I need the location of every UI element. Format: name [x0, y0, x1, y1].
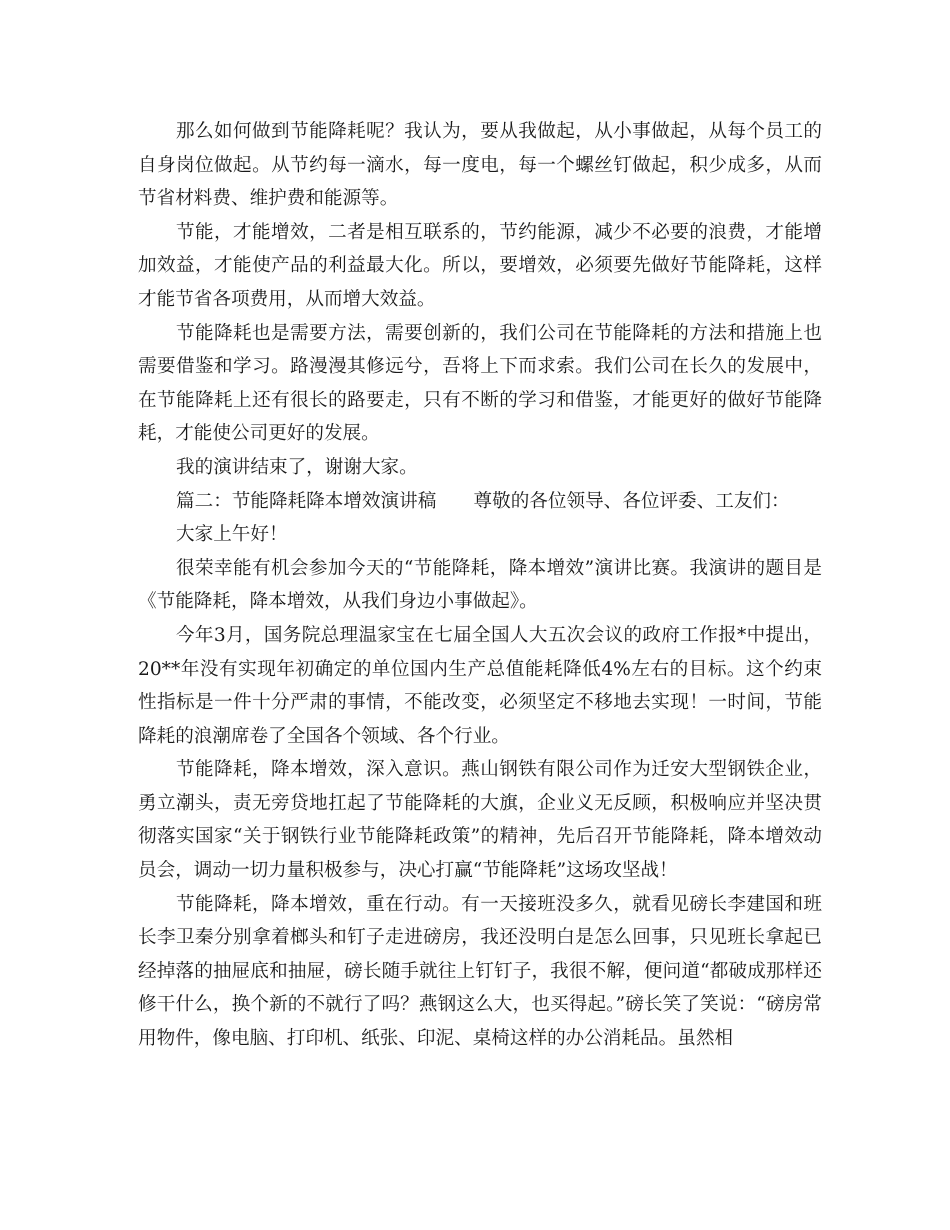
paragraph-efficiency: 节能，才能增效，二者是相互联系的，节约能源，减少不必要的浪费，才能增加效益，才能使产品的利益最大化。所以，要增效，必须要先做好节能降耗，这样才能节省各项费用，从而增大效益。: [138, 221, 822, 310]
document-body: [138, 115, 822, 1056]
paragraph-speech-end: 我的演讲结束了，谢谢大家。: [176, 456, 418, 478]
paragraph-speech-topic: 很荣幸能有机会参加今天的“节能降耗，降本增效”演讲比赛。我演讲的题目是《节能降耗，降本增效，从我们身边小事做起》。: [138, 557, 822, 613]
paragraph-greeting: 大家上午好！: [176, 524, 288, 546]
paragraph-government-report: 今年3月，国务院总理温家宝在七届全国人大五次会议的政府工作报*中提出，20**年没有实现年初确定的单位国内生产总值能耗降低4%左右的目标。这个约束性指标是一件十分严肃的事情，不能改变，必须坚定不移地去实现！一时间，节能降耗的浪潮席卷了全国各个领域、各个行业。: [138, 624, 822, 747]
paragraph-yanshan-steel: 节能降耗，降本增效，深入意识。燕山钢铁有限公司作为迁安大型钢铁企业，勇立潮头，责无旁贷地扛起了节能降耗的大旗，企业义无反顾，积极响应并坚决贯彻落实国家“关于钢铁行业节能降耗政策”的精神，先后召开节能降耗，降本增效动员会，调动一切力量积极参与，决心打赢“节能降耗”这场攻坚战！: [138, 759, 822, 882]
paragraph-part-two-heading: 篇二：节能降耗降本增效演讲稿 尊敬的各位领导、各位评委、工友们：: [176, 490, 790, 512]
paragraph-energy-saving-how: 那么如何做到节能降耗呢？我认为，要从我做起，从小事做起，从每个员工的自身岗位做起。从节约每一滴水，每一度电，每一个螺丝钉做起，积少成多，从而节省材料费、维护费和能源等。: [138, 121, 822, 210]
paragraph-action-story: 节能降耗，降本增效，重在行动。有一天接班没多久，就看见磅长李建国和班长李卫秦分别拿着榔头和钉子走进磅房，我还没明白是怎么回事，只见班长拿起已经掉落的抽屉底和抽屉，磅长随手就往上钉钉子，我很不解，便问道“都破成那样还修干什么，换个新的不就行了吗？燕钢这么大，也买得起。”磅长笑了笑说：“磅房常用物件，像电脑、打印机、纸张、印泥、桌椅这样的办公消耗品。虽然相: [138, 893, 822, 1050]
paragraph-methods-innovation: 节能降耗也是需要方法，需要创新的，我们公司在节能降耗的方法和措施上也需要借鉴和学习。路漫漫其修远兮，吾将上下而求索。我们公司在长久的发展中，在节能降耗上还有很长的路要走，只有不断的学习和借鉴，才能更好的做好节能降耗，才能使公司更好的发展。: [138, 322, 822, 445]
